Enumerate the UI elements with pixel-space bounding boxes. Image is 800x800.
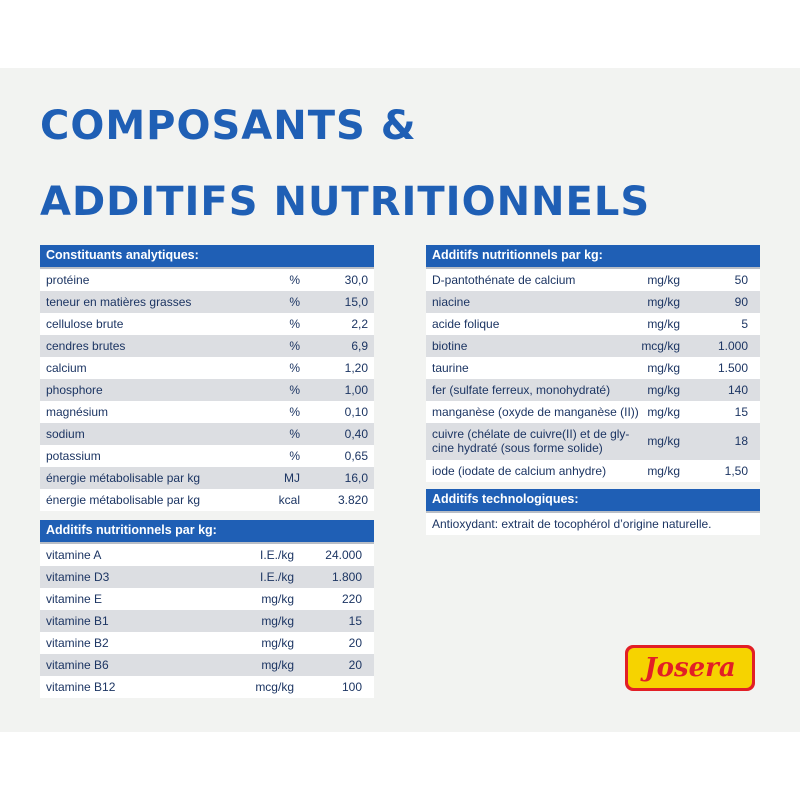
row-value: 220 [341,592,362,606]
title-line-1: COMPOSANTS & [40,103,417,149]
row-value: 5 [741,317,748,331]
vitamines-table [40,520,374,698]
table-row [426,460,760,482]
table-row [40,291,374,313]
row-value: 140 [727,383,748,397]
row-unit: mg/kg [261,636,294,650]
table-row [40,489,374,511]
row-label: vitamine B2 [46,636,109,650]
page-title [40,103,651,225]
row-label: vitamine E [46,592,103,606]
row-label: biotine [432,339,468,353]
row-unit: mg/kg [647,434,680,448]
row-label [432,427,629,455]
row-value: 20 [348,636,362,650]
row-label: vitamine B6 [46,658,109,672]
row-value: 1.500 [717,361,748,375]
row-label: teneur en matières grasses [46,295,192,309]
row-value: 30,0 [344,273,368,287]
constituants-table [40,245,374,511]
table-row [426,357,760,379]
row-value: 6,9 [351,339,368,353]
row-unit: mg/kg [647,464,680,478]
row-label: vitamine B12 [46,680,116,694]
row-label: phosphore [46,383,103,397]
row-value: 0,40 [344,427,368,441]
table-row [40,401,374,423]
table-row [40,632,374,654]
row-label-line-2: cine hydraté (sous forme solide) [432,441,603,455]
constituants-header: Constituants analytiques: [40,245,374,269]
row-unit: % [289,273,300,287]
row-unit: % [289,317,300,331]
row-value: 90 [734,295,748,309]
row-label-line-1: cuivre (chélate de cuivre(II) et de gly- [432,427,630,441]
technologiques-header: Additifs technologiques: [426,489,760,513]
table-row [40,269,374,291]
row-value: 1.000 [717,339,748,353]
row-value: 1,50 [724,464,748,478]
table-row [40,544,374,566]
row-label: iode (iodate de calcium anhydre) [432,464,607,478]
josera-logo-text: Josera [628,648,752,688]
row-unit: mg/kg [647,405,680,419]
row-label: potassium [46,449,101,463]
row-unit: mg/kg [261,592,294,606]
row-label: protéine [46,273,90,287]
row-unit: % [289,405,300,419]
row-value: 16,0 [344,471,368,485]
row-value: 20 [348,658,362,672]
technologiques-table [426,489,760,535]
row-unit: % [289,295,300,309]
table-row [426,401,760,423]
table-row [426,335,760,357]
title-line-2: ADDITIFS NUTRITIONNELS [40,179,651,225]
table-row [40,423,374,445]
row-unit: mg/kg [647,273,680,287]
table-row [40,654,374,676]
row-label: vitamine A [46,548,102,562]
row-unit: % [289,449,300,463]
row-label: sodium [46,427,85,441]
row-label: niacine [432,295,471,309]
technologiques-text: Antioxydant: extrait de tocophérol d’origine naturelle. [426,513,760,535]
row-unit: % [289,339,300,353]
row-unit: mg/kg [647,383,680,397]
row-label: cellulose brute [46,317,124,331]
table-row [40,357,374,379]
row-label: énergie métabolisable par kg [46,493,201,507]
table-row [40,335,374,357]
row-unit: mcg/kg [255,680,294,694]
table-row [40,566,374,588]
table-row [40,313,374,335]
row-value: 50 [734,273,748,287]
row-unit: MJ [284,471,300,485]
row-unit: % [289,361,300,375]
row-unit: I.E./kg [259,570,294,584]
table-row [40,467,374,489]
additifs-table [426,245,760,482]
row-value: 0,65 [344,449,368,463]
row-unit: I.E./kg [259,548,294,562]
table-row [426,291,760,313]
row-label: énergie métabolisable par kg [46,471,201,485]
row-label: acide folique [432,317,500,331]
row-label: D-pantothénate de calcium [432,273,576,287]
row-unit: % [289,383,300,397]
row-label: taurine [432,361,469,375]
table-row [426,269,760,291]
additifs-header: Additifs nutritionnels par kg: [426,245,760,269]
row-unit: mcg/kg [641,339,680,353]
row-value: 18 [734,434,748,448]
row-value: 24.000 [325,548,362,562]
row-value: 1,20 [344,361,368,375]
row-value: 3.820 [337,493,368,507]
row-value: 1,00 [344,383,368,397]
row-label: vitamine B1 [46,614,109,628]
row-label: fer (sulfate ferreux, monohydraté) [432,383,611,397]
josera-logo [625,645,755,691]
row-label: manganèse (oxyde de manganèse (II)) [432,405,639,419]
row-value: 15 [348,614,362,628]
row-value: 15 [734,405,748,419]
table-row [426,379,760,401]
row-value: 0,10 [344,405,368,419]
row-value: 15,0 [344,295,368,309]
row-label: vitamine D3 [46,570,110,584]
row-unit: % [289,427,300,441]
row-value: 2,2 [351,317,368,331]
row-unit: mg/kg [261,658,294,672]
vitamines-header: Additifs nutritionnels par kg: [40,520,374,544]
table-row [426,313,760,335]
row-unit: mg/kg [647,317,680,331]
table-row [40,676,374,698]
table-row [40,588,374,610]
row-unit: mg/kg [647,361,680,375]
row-label: calcium [46,361,87,375]
table-row [426,423,760,460]
row-unit: mg/kg [647,295,680,309]
row-unit: mg/kg [261,614,294,628]
row-label: cendres brutes [46,339,126,353]
table-row [40,610,374,632]
table-row [40,445,374,467]
table-row [40,379,374,401]
row-value: 100 [341,680,362,694]
row-unit: kcal [278,493,300,507]
row-label: magnésium [46,405,109,419]
row-value: 1.800 [331,570,362,584]
